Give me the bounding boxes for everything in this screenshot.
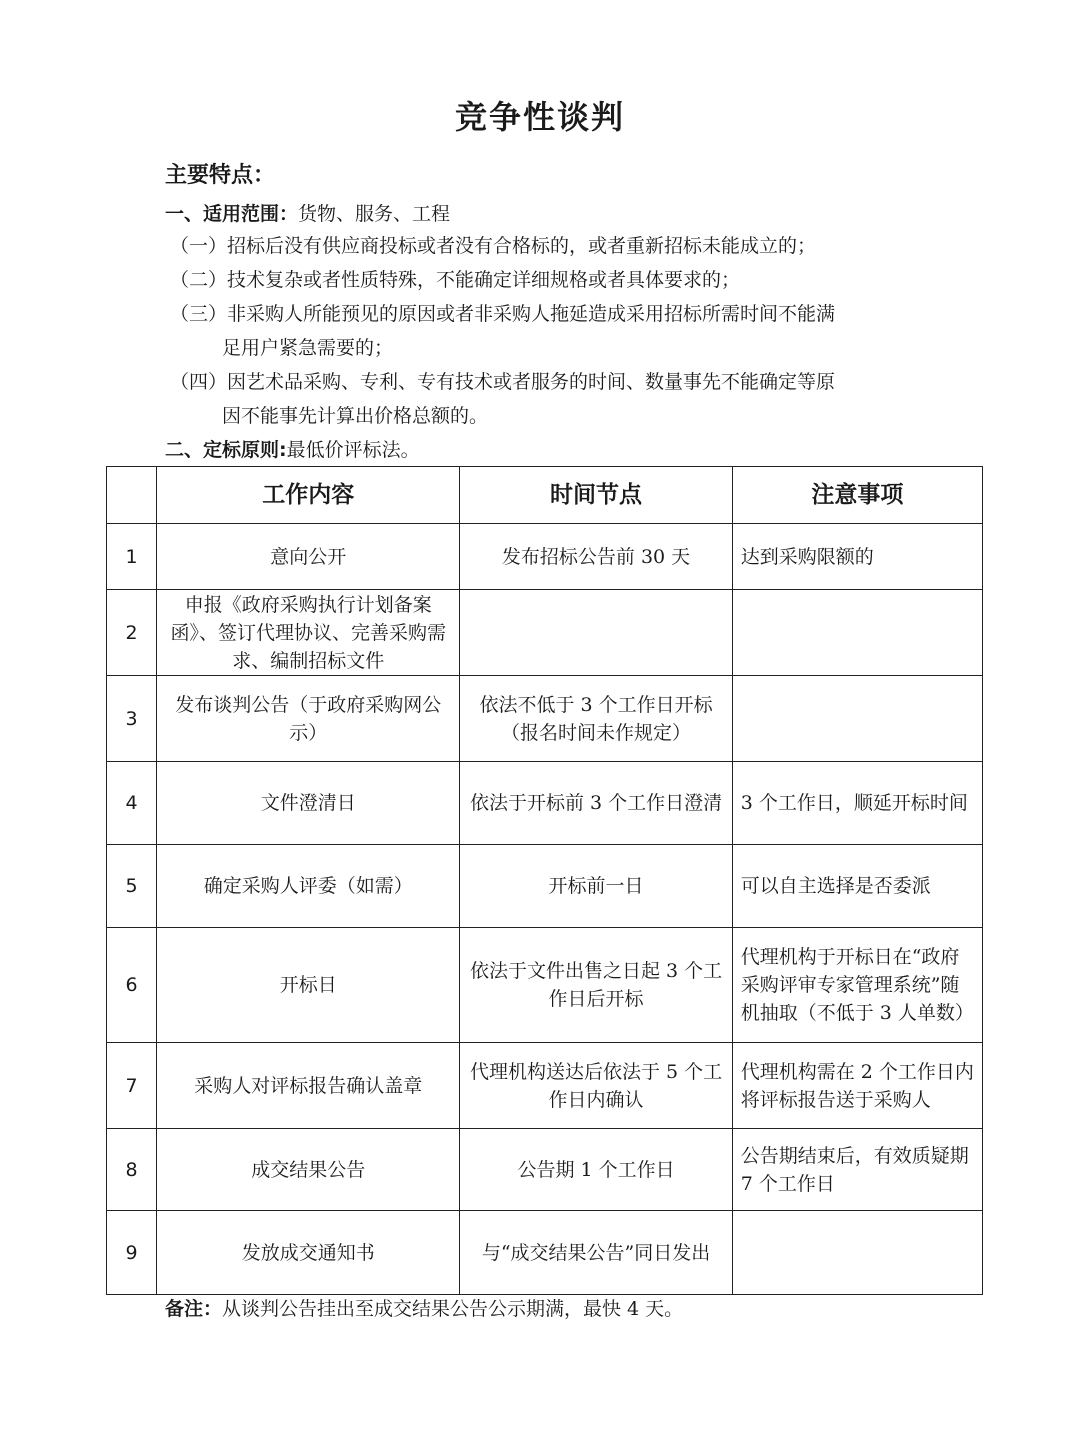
scope-label: 一、适用范围： — [165, 203, 299, 225]
row-index: 5 — [107, 845, 157, 928]
row-note: 达到采购限额的 — [732, 524, 982, 590]
header-index — [107, 467, 157, 524]
row-index: 1 — [107, 524, 157, 590]
row-note: 代理机构需在 2 个工作日内将评标报告送于采购人 — [732, 1043, 982, 1129]
row-note — [732, 1211, 982, 1295]
row-work: 意向公开 — [157, 524, 460, 590]
scope-item-1: （一）招标后没有供应商投标或者没有合格标的，或者重新招标未能成立的； — [170, 235, 817, 257]
main-features-heading: 主要特点： — [165, 163, 276, 188]
row-work: 发放成交通知书 — [157, 1211, 460, 1295]
row-work: 采购人对评标报告确认盖章 — [157, 1043, 460, 1129]
table-row — [107, 590, 983, 676]
row-time: 与“成交结果公告”同日发出 — [460, 1211, 732, 1295]
row-note — [732, 590, 982, 676]
row-work: 成交结果公告 — [157, 1129, 460, 1211]
award-principle-label: 二、定标原则: — [165, 439, 287, 461]
award-principle-value: 最低价评标法。 — [286, 439, 420, 461]
row-index: 8 — [107, 1129, 157, 1211]
table-row — [107, 762, 983, 845]
row-work: 文件澄清日 — [157, 762, 460, 845]
table-row — [107, 845, 983, 928]
row-work: 申报《政府采购执行计划备案函》、签订代理协议、完善采购需求、编制招标文件 — [157, 590, 460, 676]
table-row — [107, 676, 983, 762]
row-time: 公告期 1 个工作日 — [460, 1129, 732, 1211]
footnote-label: 备注： — [165, 1298, 223, 1320]
row-index: 7 — [107, 1043, 157, 1129]
row-index: 2 — [107, 590, 157, 676]
scope-item-4-cont: 因不能事先计算出价格总额的。 — [222, 405, 489, 427]
row-time: 依法不低于 3 个工作日开标（报名时间未作规定） — [460, 676, 732, 762]
procedure-table — [106, 466, 983, 1295]
scope-line — [165, 201, 450, 227]
row-time: 依法于文件出售之日起 3 个工作日后开标 — [460, 928, 732, 1043]
footnote — [165, 1296, 683, 1322]
table-header-row — [107, 467, 983, 524]
scope-item-4: （四）因艺术品采购、专利、专有技术或者服务的时间、数量事先不能确定等原 — [170, 371, 836, 393]
table-row — [107, 1043, 983, 1129]
row-index: 3 — [107, 676, 157, 762]
table-row — [107, 1129, 983, 1211]
table-row — [107, 524, 983, 590]
scope-item-2: （二）技术复杂或者性质特殊，不能确定详细规格或者具体要求的； — [170, 269, 741, 291]
scope-value: 货物、服务、工程 — [298, 203, 451, 225]
row-index: 6 — [107, 928, 157, 1043]
row-work: 发布谈判公告（于政府采购网公示） — [157, 676, 460, 762]
row-time: 依法于开标前 3 个工作日澄清 — [460, 762, 732, 845]
scope-item-3-cont: 足用户紧急需要的； — [222, 337, 394, 359]
document-title: 竞争性谈判 — [454, 98, 625, 136]
table-row — [107, 928, 983, 1043]
row-time: 开标前一日 — [460, 845, 732, 928]
scope-item-3: （三）非采购人所能预见的原因或者非采购人拖延造成采用招标所需时间不能满 — [170, 303, 836, 325]
footnote-text: 从谈判公告挂出至成交结果公告公示期满，最快 4 天。 — [222, 1298, 684, 1320]
row-index: 9 — [107, 1211, 157, 1295]
header-work-content: 工作内容 — [157, 467, 460, 524]
header-time-node: 时间节点 — [460, 467, 732, 524]
row-index: 4 — [107, 762, 157, 845]
award-principle-line — [165, 437, 420, 463]
row-note — [732, 676, 982, 762]
header-notes: 注意事项 — [732, 467, 982, 524]
table-row — [107, 1211, 983, 1295]
row-note: 3 个工作日，顺延开标时间 — [732, 762, 982, 845]
row-time — [460, 590, 732, 676]
row-time: 发布招标公告前 30 天 — [460, 524, 732, 590]
row-time: 代理机构送达后依法于 5 个工作日内确认 — [460, 1043, 732, 1129]
row-work: 开标日 — [157, 928, 460, 1043]
row-note: 可以自主选择是否委派 — [732, 845, 982, 928]
row-note: 代理机构于开标日在“政府采购评审专家管理系统”随机抽取（不低于 3 人单数） — [732, 928, 982, 1043]
row-note: 公告期结束后，有效质疑期 7 个工作日 — [732, 1129, 982, 1211]
row-work: 确定采购人评委（如需） — [157, 845, 460, 928]
